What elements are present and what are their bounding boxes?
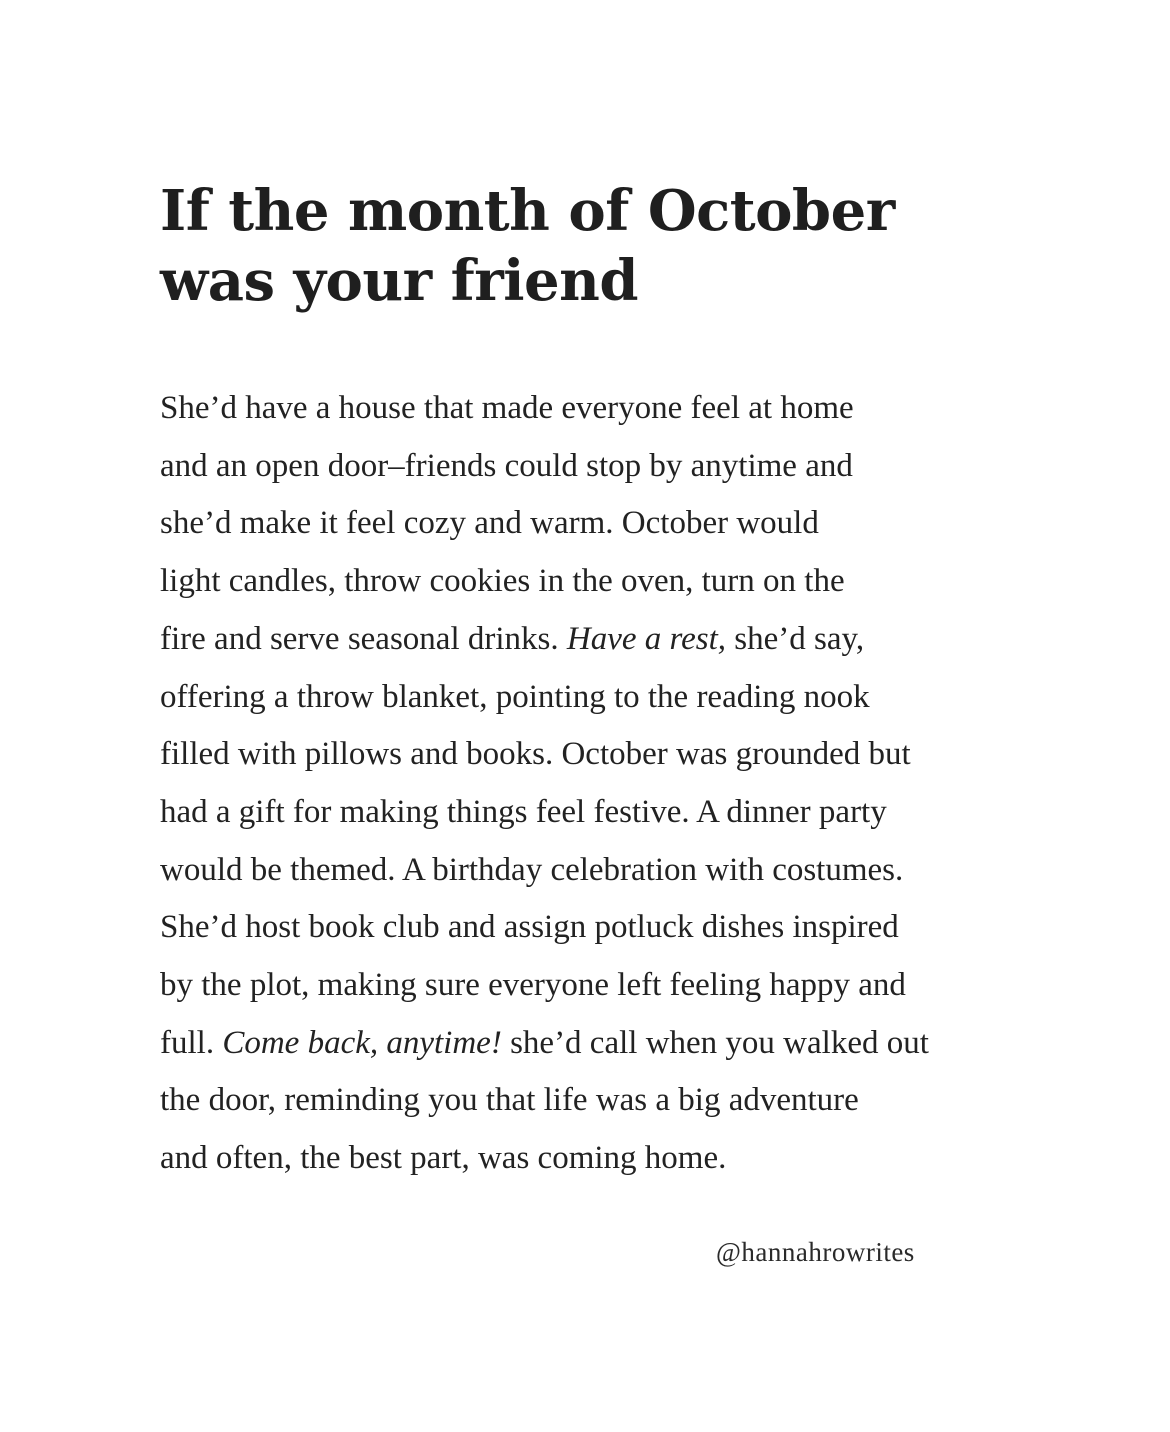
italic-quote: Have a rest, [566,620,727,657]
body-line [160,1130,1040,1188]
body-line [160,1072,1040,1130]
body-line [160,495,1040,553]
body-text-segment: she’d make it feel cozy and warm. October would [160,505,819,542]
post-title [160,176,1060,316]
italic-quote: Come back, anytime! [222,1024,502,1061]
body-text-segment: She’d have a house that made everyone feel at home [160,390,854,426]
body-line [160,611,1040,669]
body-text-segment: fire and serve seasonal drinks. [160,620,567,657]
body-text-segment: and often, the best part, was coming home. [160,1140,727,1177]
body-text-segment: by the plot, making sure everyone left feeling happy and [160,967,906,1004]
body-line [160,899,1040,957]
body-line [160,784,1040,842]
body-line [160,1015,1040,1073]
title-line-1: If the month of October [160,178,895,244]
body-line [160,957,1040,1015]
body-line [160,553,1040,611]
body-text-segment: and an open door–friends could stop by anytime and [160,447,853,484]
body-text-segment: full. [160,1024,223,1061]
post-body [160,380,1040,1188]
body-text-segment: the door, reminding you that life was a big adventure [160,1082,859,1119]
body-text-segment: filled with pillows and books. October was grounded but [160,736,911,773]
body-line [160,669,1040,727]
body-line [160,438,1040,496]
body-text-segment: She’d host book club and assign potluck dishes inspired [160,909,899,946]
body-line [160,842,1040,900]
body-line [160,380,1040,438]
title-line-2: was your friend [160,248,638,314]
body-text-segment: she’d call when you walked out [501,1024,929,1061]
body-line [160,726,1040,784]
body-text-segment: she’d say, [726,620,865,657]
body-text-segment: had a gift for making things feel festive. A dinner party [160,793,887,830]
body-text-segment: light candles, throw cookies in the oven, turn on the [160,563,845,600]
body-text-segment: would be themed. A birthday celebration with costumes. [160,851,904,888]
author-handle: @hannahrowrites [716,1237,915,1267]
body-text-segment: offering a throw blanket, pointing to the reading nook [160,678,870,715]
